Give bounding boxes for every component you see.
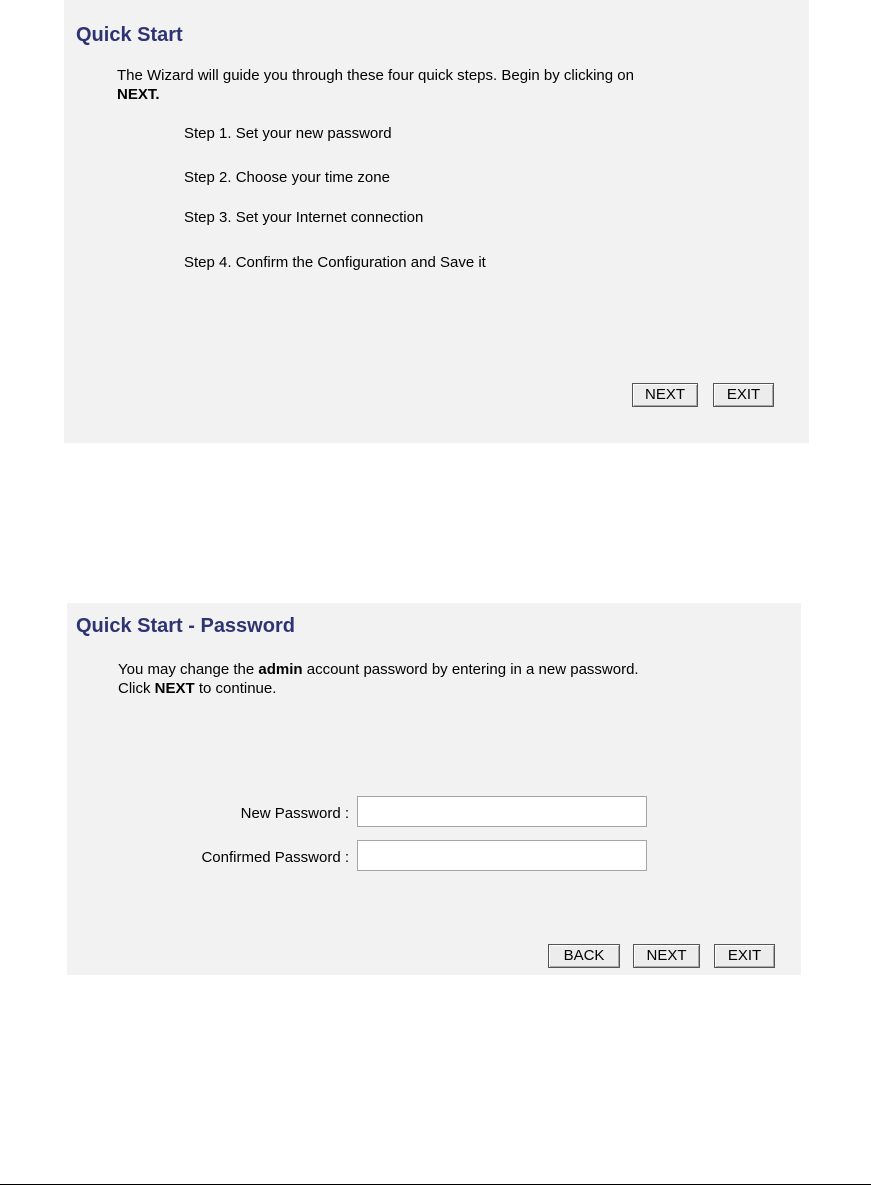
exit-button[interactable]: EXIT	[713, 383, 774, 407]
next-button[interactable]: NEXT	[633, 944, 700, 968]
intro-text: to continue.	[194, 680, 277, 697]
password-panel	[67, 603, 801, 975]
intro-next-bold: NEXT	[154, 680, 195, 697]
back-button[interactable]: BACK	[548, 944, 620, 968]
password-title: Quick Start - Password	[76, 615, 295, 637]
intro-admin-bold: admin	[258, 661, 303, 678]
quick-start-title: Quick Start	[76, 24, 183, 46]
confirmed-password-label: Confirmed Password :	[201, 849, 349, 866]
intro-text: You may change the	[118, 661, 259, 678]
password-intro	[118, 660, 639, 698]
intro-text: account password by entering in a new password.	[302, 661, 639, 678]
new-password-input[interactable]	[357, 796, 647, 827]
step-4: Step 4. Confirm the Configuration and Save it	[184, 254, 486, 271]
new-password-label: New Password :	[240, 805, 349, 822]
quick-start-panel	[64, 0, 809, 443]
next-button[interactable]: NEXT	[632, 383, 698, 407]
step-3: Step 3. Set your Internet connection	[184, 209, 424, 226]
intro-line-1: The Wizard will guide you through these four quick steps. Begin by clicking on	[117, 67, 634, 84]
step-2: Step 2. Choose your time zone	[184, 169, 390, 186]
exit-button[interactable]: EXIT	[714, 944, 775, 968]
step-1: Step 1. Set your new password	[184, 125, 392, 142]
intro-text: Click	[118, 680, 155, 697]
bottom-rule	[0, 1184, 871, 1185]
quick-start-intro	[117, 66, 634, 104]
confirmed-password-input[interactable]	[357, 840, 647, 871]
intro-line-2: NEXT.	[117, 86, 160, 103]
